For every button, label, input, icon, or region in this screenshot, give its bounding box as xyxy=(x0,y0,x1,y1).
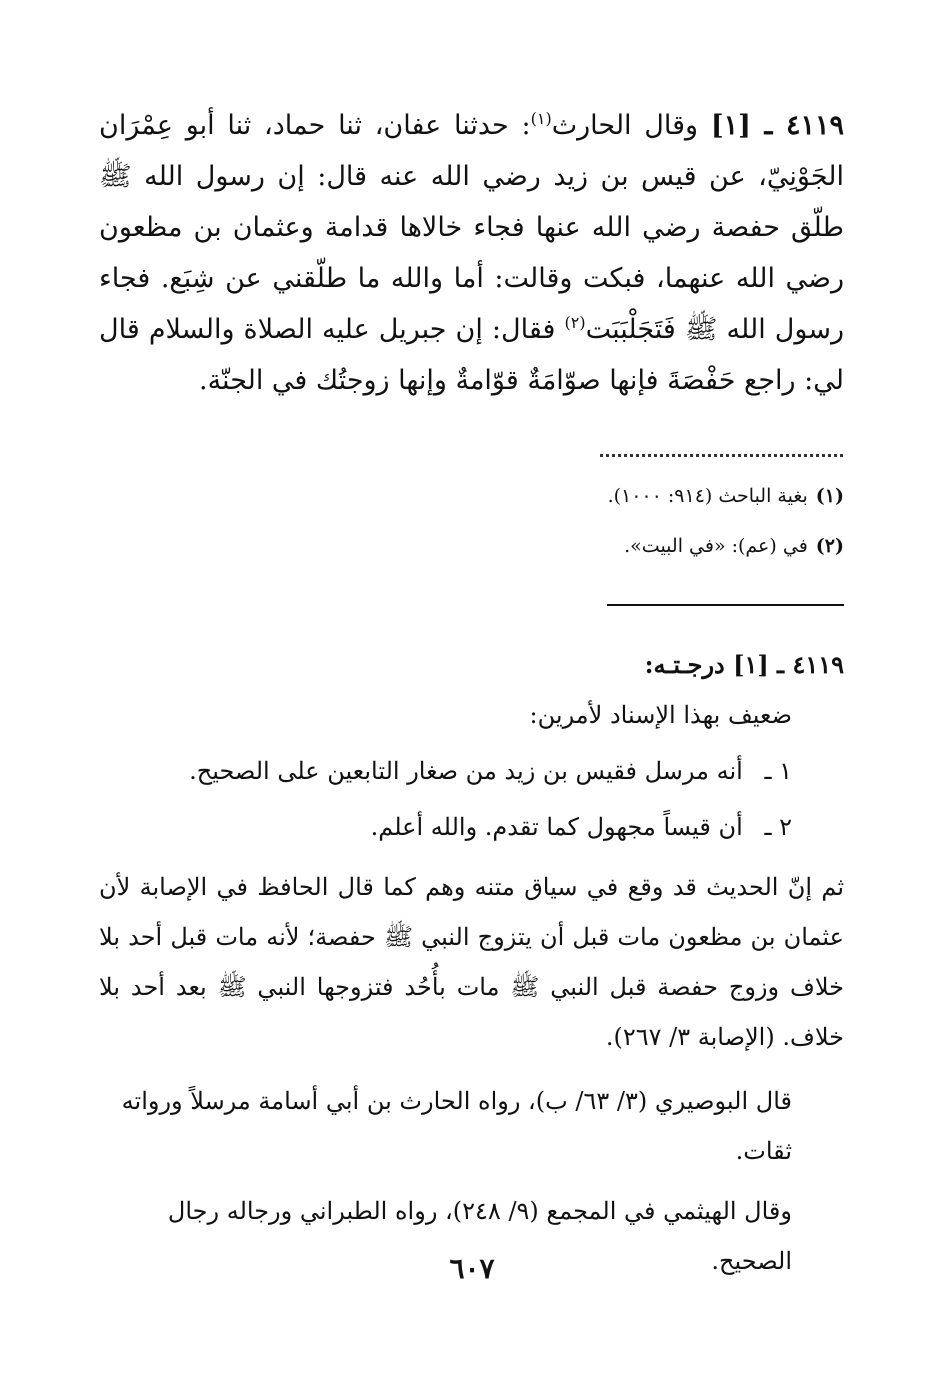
hadith-number: ٤١١٩ ـ [١] xyxy=(710,110,844,141)
hadith-text-part2: : حدثنا عفان، ثنا حماد، ثنا أبو عِمْرَان الجَوْنِيّ، عن قيس بن زيد رضي الله عنه قال: إن رسول الله ﷺ طلّق حفصة رضي الله عنها فجاء خالاها قدامة وعثمان بن مظعون رضي الله عنهما، فبكت وقالت: أما والله ما طلّقني عن شِبَع. فجاء رسول الله ﷺ فَتَجَلْبَبَت xyxy=(99,110,844,345)
grading-title: ٤١١٩ ـ [١] درجـتـه: xyxy=(644,650,844,679)
footnote-text: بغية الباحث (٩١٤: ١٠٠٠). xyxy=(607,485,808,507)
hadith-text-part1: وقال الحارث xyxy=(551,110,699,141)
footnote-text: في (عم): «في البيت». xyxy=(624,535,808,557)
footnote-1 xyxy=(99,482,844,510)
footnote-ref-1: (١) xyxy=(530,109,552,128)
grading-paragraph-1: ثم إنّ الحديث قد وقع في سياق متنه وهم كما قال الحافظ في الإصابة لأن عثمان بن مظعون مات قبل أن يتزوج النبي ﷺ حفصة؛ لأنه مات قبل أحد بلا خلاف وزوج حفصة قبل النبي ﷺ مات بأُحُد فتزوجها النبي ﷺ بعد أحد بلا خلاف. (الإصابة ٣/ ٢٦٧). xyxy=(99,873,845,1051)
footnote-separator xyxy=(600,440,843,457)
grading-reason-2: ٢ ـ أن قيساً مجهول كما تقدم. والله أعلم. xyxy=(370,813,792,841)
grading-paragraph-3: وقال الهيثمي في المجمع (٩/ ٢٤٨)، رواه الطبراني ورجاله رجال الصحيح. xyxy=(167,1197,792,1275)
reason-text: أنه مرسل فقيس بن زيد من صغار التابعين على الصحيح. xyxy=(189,757,743,785)
grading-intro: ضعيف بهذا الإسناد لأمرين: xyxy=(529,701,792,729)
footnotes xyxy=(99,482,844,582)
grading-section xyxy=(99,640,844,1286)
grading-reason-1: ١ ـ أنه مرسل فقيس بن زيد من صغار التابعين على الصحيح. xyxy=(189,757,792,785)
reason-number: ٢ xyxy=(779,813,792,841)
footnote-2 xyxy=(99,532,844,560)
page-number: ٦٠٧ xyxy=(449,1252,495,1285)
reason-text: أن قيساً مجهول كما تقدم. والله أعلم. xyxy=(370,813,743,841)
section-divider xyxy=(607,604,844,606)
grading-paragraph-2: قال البوصيري (٣/ ٦٣/ ب)، رواه الحارث بن أبي أسامة مرسلاً ورواته ثقات. xyxy=(121,1087,792,1165)
footnote-ref-2: (٢) xyxy=(564,313,586,332)
hadith-text xyxy=(99,100,844,406)
footnote-number: (١) xyxy=(815,485,844,507)
hadith-text-part3: فقال: إن جبريل عليه الصلاة والسلام قال لي: راجع حَفْصَةَ فإنها صوّامَةٌ قوّامةٌ وإنها زوجتُك في الجنّة. xyxy=(99,314,844,396)
reason-number: ١ xyxy=(779,757,792,785)
footnote-number: (٢) xyxy=(815,535,844,557)
